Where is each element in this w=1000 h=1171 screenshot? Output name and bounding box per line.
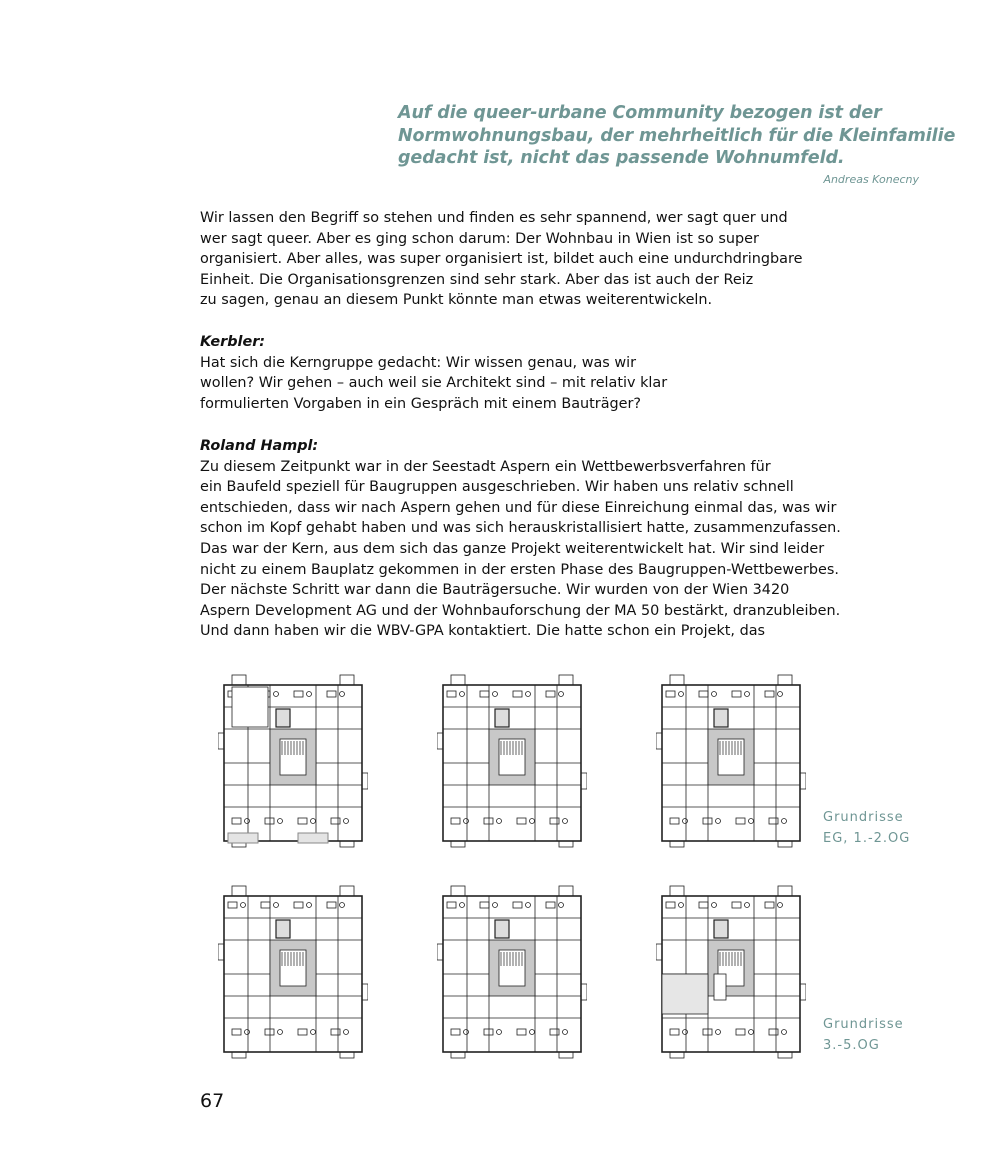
- caption-floors: 3.-5.OG: [823, 1038, 880, 1053]
- caption-floors: EG, 1.-2.OG: [823, 831, 911, 846]
- text-line: Einheit. Die Organisationsgrenzen sind sehr stark. Aber das ist auch der Reiz: [200, 271, 754, 288]
- text-line: entschieden, dass wir nach Aspern gehen und für diese Einreichung einmal das, was wir: [200, 499, 837, 516]
- text-line: Das war der Kern, aus dem sich das ganze Projekt weiterentwickelt hat. Wir sind leider: [200, 540, 825, 557]
- text-line: wollen? Wir gehen – auch weil sie Architekt sind – mit relativ klar: [200, 375, 668, 392]
- text-line: Aspern Development AG und der Wohnbauforschung der MA 50 bestärkt, dranzubleiben.: [200, 602, 841, 619]
- text-line: nicht zu einem Bauplatz gekommen in der ersten Phase des Baugruppen-Wettbewerbes.: [200, 561, 839, 578]
- floor-plan-eg: [218, 673, 368, 849]
- text-line: schon im Kopf gehabt haben und was sich herauskristallisiert hatte, zusammenzufassen.: [200, 520, 841, 537]
- floor-plan-drawing: [218, 884, 368, 1060]
- quote-text: [398, 102, 956, 170]
- text-line: Der nächste Schritt war dann die Bauträgersuche. Wir wurden von der Wien 3420: [200, 582, 790, 599]
- caption-row1: [823, 807, 910, 849]
- speaker-name: Roland Hampl:: [200, 438, 319, 454]
- paragraph-intro: [200, 208, 840, 311]
- quote-line: Normwohnungsbau, der mehrheitlich für die Kleinfamilie: [398, 125, 956, 146]
- floor-plan-3og: [218, 884, 368, 1060]
- text-line: formulierten Vorgaben in ein Gespräch mit einem Bauträger?: [200, 395, 642, 412]
- floor-plan-drawing: [437, 673, 587, 849]
- floor-plan-1og: [437, 673, 587, 849]
- text-line: ein Baufeld speziell für Baugruppen ausgeschrieben. Wir haben uns relativ schnell: [200, 479, 794, 496]
- page-number: 67: [200, 1090, 225, 1112]
- quote-line: gedacht ist, nicht das passende Wohnumfeld.: [398, 148, 845, 168]
- text-line: Und dann haben wir die WBV-GPA kontaktiert. Die hatte schon ein Projekt, das: [200, 623, 766, 640]
- floor-plan-2og: [656, 673, 806, 849]
- floor-plan-drawing: [656, 884, 806, 1060]
- caption-title: Grundrisse: [823, 810, 904, 825]
- text-line: Hat sich die Kerngruppe gedacht: Wir wissen genau, was wir: [200, 354, 637, 371]
- text-line: organisiert. Aber alles, was super organisiert ist, bildet auch eine undurchdringbare: [200, 251, 803, 268]
- text-line: Zu diesem Zeitpunkt war in der Seestadt Aspern ein Wettbewerbsverfahren für: [200, 458, 771, 475]
- floor-plan-5og: [656, 884, 806, 1060]
- floor-plan-4og: [437, 884, 587, 1060]
- quote-author: Andreas Konecny: [823, 172, 919, 186]
- speaker-name: Kerbler:: [200, 334, 266, 350]
- floor-plan-drawing: [437, 884, 587, 1060]
- caption-title: Grundrisse: [823, 1017, 904, 1032]
- caption-row2: [823, 1014, 904, 1056]
- text-line: Wir lassen den Begriff so stehen und finden es sehr spannend, wer sagt quer und: [200, 210, 788, 226]
- pull-quote: [398, 102, 956, 186]
- floor-plan-drawing: [218, 673, 368, 849]
- text-line: zu sagen, genau an diesem Punkt könnte man etwas weiterentwickeln.: [200, 292, 713, 309]
- floor-plan-drawing: [656, 673, 806, 849]
- interview-block-kerbler: [200, 332, 840, 414]
- text-line: wer sagt queer. Aber es ging schon darum: Der Wohnbau in Wien ist so super: [200, 230, 759, 247]
- interview-block-hampl: [200, 436, 840, 642]
- quote-line: Auf die queer-urbane Community bezogen ist der: [398, 103, 882, 123]
